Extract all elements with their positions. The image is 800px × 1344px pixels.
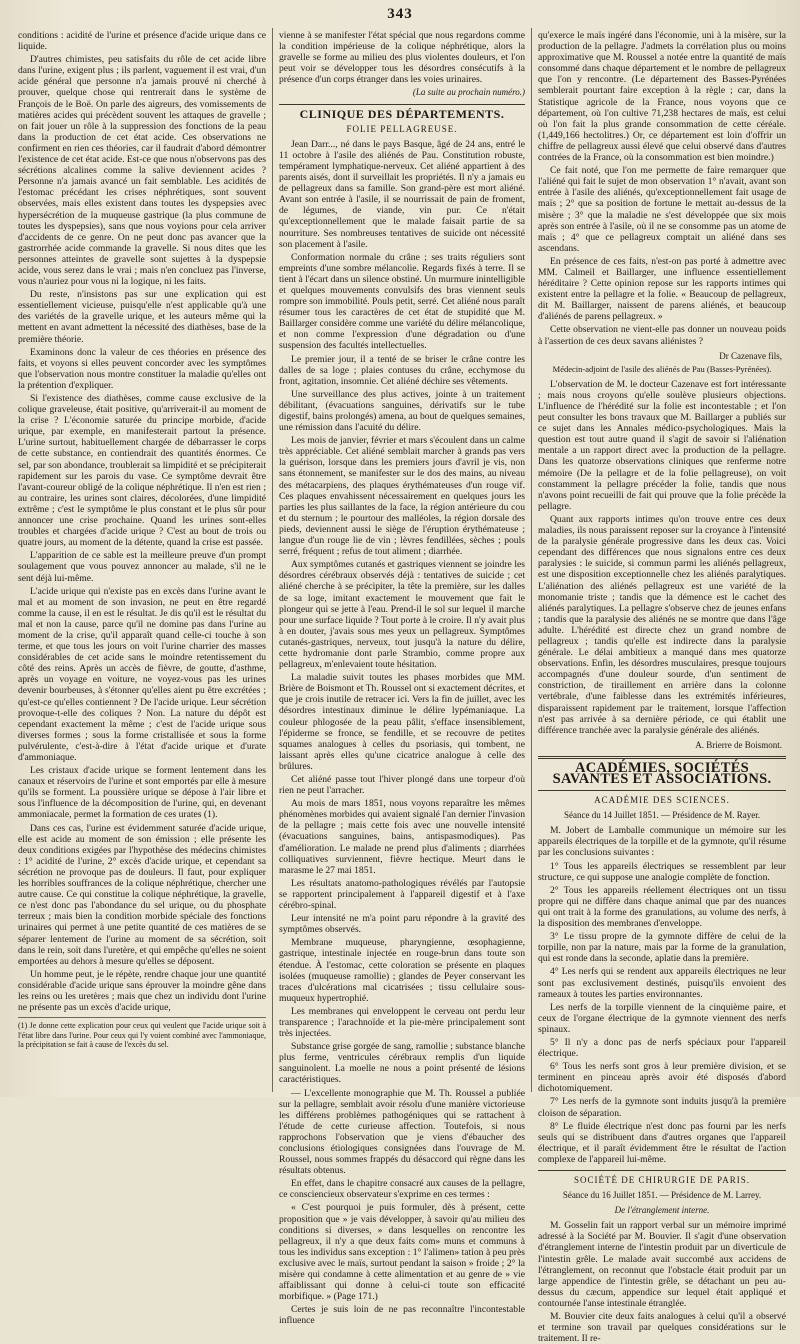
section-title-academies: ACADÉMIES, SOCIÉTÉS SAVANTES ET ASSOCIATIONS.	[552, 759, 772, 787]
paragraph: La maladie suivit toutes les phases morbides que MM. Brière de Boismont et Th. Roussel ont si exactement décrites, et que je crois inutile de retracer ici. Vers la fin de juillet, avec les désordres intestinaux diminue le délire lypémaniaque. La couleur phlogosée de la peau pâlit, s'efface insensiblement, l'épiderme se fronce, se fendille, et se recouvre de petites squames analogues à celles du psoriasis, qui tombent, ne laissant après elles qu'une cicatrice analogue à celle des brûlures.	[279, 672, 526, 772]
list-item: 4° Les nerfs qui se rendent aux appareils électriques ne leur sont pas exclusivement destinés, puisqu'ils envoient des rameaux à toutes les parties environnantes.	[538, 966, 786, 1000]
list-item: 7° Les nerfs de la gymnote sont induits jusqu'à la première cloison de séparation.	[538, 1096, 786, 1119]
list-item: Les nerfs de la torpille viennent de la cinquième paire, et ceux de l'organe électrique de la gymnote viennent des nerfs spinaux.	[538, 1001, 786, 1035]
list-item: 6° Tous les nerfs sont gros à leur première division, et se terminent en pinceau après avoir été disposés d'abord dichotomiquement.	[538, 1061, 786, 1095]
paragraph: D'autres chimistes, peu satisfaits du rôle de cet acide libre dans l'urine, exigent plus ; ils parlent, vaguement il est vrai, d'un acide général que personne n'a jamais prouvé ni cherché à prouver, quelque chose qui rentrerait dans le système de François de le Boë. On parle des aigreurs, des vomissements de matières acides qui précèdent souvent les attaques de gravelle ; on fait jouer un rôle à la suppression des fonctions de la peau dans la production de cet état acide. Ces observations ne confirment en rien ces théories, car il faudrait d'abord démontrer l'existence de cet état acide. Est-ce que nous n'observons pas des sécrétions alcalines comme la salive deviennent acides ? Personne n'a jamais avancé un fait semblable. Les acidités de l'estomac précédant les crises néphrétiques, sont souvent observées, mais elles existent dans toutes les dyspepsies avec hypersécrétion de la muqueuse gastrique (la plus commune de toutes les dyspepsies), sans que nous voyions pour cela arriver d'accidents de ce genre. On ne peut donc pas avancer que la gastrorrhée acide commande la gravelle. Si nous dites que les personnes atteintes de gravelle sont sujettes à la dyspepsie acide, vous serez dans le vrai ; mais n'en concluez pas l'inverse, vous n'auriez pour vous ni la logique, ni les faits.	[18, 54, 266, 288]
article-title: FOLIE PELLAGREUSE.	[346, 123, 458, 134]
paragraph: M. Jobert de Lamballe communique un mémoire sur les appareils électriques de la torpille et de la gymnote, qu'il résume par les conclusions suivantes :	[538, 825, 786, 859]
paragraph: conditions : acidité de l'urine et présence d'acide urique dans ce liquide.	[18, 30, 266, 53]
society-name: SOCIÉTÉ DE CHIRURGIE DE PARIS.	[574, 1175, 750, 1185]
list-item: 3° Le tissu propre de la gymnote diffère de celui de la torpille, non par la nature, mais par la forme de la granulation, qui est ronde dans la seconde, aplatie dans la première.	[538, 931, 786, 965]
paragraph: Les membranes qui enveloppent le cerveau ont perdu leur transparence ; l'arachnoïde et la pie-mère principalement sont très injectées.	[279, 1005, 525, 1040]
academy-name: ACADÉMIE DES SCIENCES.	[594, 795, 730, 806]
paragraph: L'apparition de ce sable est la meilleure preuve d'un prompt soulagement que vous pouvez annoncer au malade, s'il ne le sent déjà lui-même.	[18, 550, 266, 584]
paragraph: Si l'existence des diathèses, comme cause exclusive de la colique graveleuse, était positive, qu'arriverait-il au moment de la crise ? L'économie saturée du principe morbide, d'acide urique, par exemple, en manifesterait partout la présence. L'urine surtout, habituellement chargée de débarrasser le corps de cette substance, en contiendrait des quantités énormes. Ce sel, par son abondance, troublerait sa limpidité et se précipiterait rapidement sur les parois du vase. Ce symptôme devrait être l'avant-coureur obligé de la colique néphrétique. Il n'en est rien ; au contraire, les urines sont claires, décolorées, d'une limpidité extrême ; c'est le symptôme le plus constant et le plus sûr pour annoncer une crise prochaine. Quand les urines sont-elles troubles et chargées d'acide urique ? C'est au bout de trois ou quatre jours, au moment de la détente, quand la crise est passée.	[18, 393, 266, 549]
paragraph: Du reste, n'insistons pas sur une explication qui est essentiellement vicieuse, puisqu'elle n'est applicable qu'à une des variétés de la gravelle urique, et les auteurs même qui la mettent en avant admettent la nécessité des diathèses, base de la première théorie.	[18, 289, 266, 345]
column-rule-right	[531, 28, 532, 1092]
session-meta: Séance du 16 Juillet 1851. — Présidence de M. Larrey.	[562, 1190, 762, 1201]
quotation: « C'est pourquoi je puis formuler, dès à présent, cette proposition que » je vais développer, à savoir qu'au milieu des conditions si diverses, » dans lesquelles on rencontre les pellagreux, il n'y a que deux faits com» muns et communs à tous les individus sans exception : 1° l'alimen» tation à peu près exclusive avec le maïs, surtout pendant la saison » froide ; 2° la misère qui condamne à cette alimentation et au genre de » vie affaiblissant qui donne à celui-ci toute son efficacité morbifique. » (Page 171.)	[279, 1202, 525, 1303]
paragraph: Au mois de mars 1851, nous voyons reparaître les mêmes phénomènes morbides qui avaient signalé l'an dernier l'invasion de la pellagre ; mais cette fois avec une nouvelle intensité (évacuations sanguines, bains, antispasmodiques). Pas d'amélioration. Le malade ne prend plus d'aliments ; diarrhées colliquatives surviennent, fièvre hectique. Meurt dans le marasme le 27 mai 1851.	[279, 798, 525, 876]
section-title-clinique: CLINIQUE DES DÉPARTEMENTS.	[299, 106, 505, 121]
paragraph: Jean Darr..., né dans le pays Basque, âgé de 24 ans, entré le 11 octobre à l'asile des aliénés de Pau. Constitution robuste, tempérament lymphatique-nerveux. Cet aliéné appartient à des parents aisés, dont il surveillait les propriétés. Il n'y a jamais eu de pellagreux dans sa famille. Son grand-père est mort aliéné. Avant son entrée à l'asile, il se nourrissait de pain de froment, de légumes, de viande, vin pur. Ce n'était qu'exceptionnellement que le malade faisait partie de sa nourriture. Ses nombreuses tentatives de suicide ont nécessité son placement à l'asile.	[279, 138, 525, 250]
paragraph: Les cristaux d'acide urique se forment lentement dans les canaux et réservoirs de l'urine et sont emportés par elle à mesure qu'ils se forment. La poussière urique se dépose à l'air libre et sous l'influence de la décomposition de l'urine, qui, en devenant ammoniacale, permet la formation de ces urates (1).	[18, 765, 266, 821]
paragraph: L'acide urique qui n'existe pas en excès dans l'urine avant le mal et au moment de son invasion, ne peut en être regardé comme la cause, il en est le résultat. Je dis qu'il est le résultat du mal et non la cause, parce qu'il ne domine pas dans l'urine au moment de la crise, qu'il apparaît quand celle-ci touche à son terme, et que tous les jours on voit l'urine charrier des masses considérables de cet acide sans le moindre retentissement du côté des reins. Après un accès de fièvre, de goutte, d'asthme, après un voyage en voiture, ne voyez-vous pas les urines devenir bourbeuses, à s'étonner qu'elles aient pu être excrétées ; qu'est-ce qu'elles contiennent ? De l'acide urique. Leur sécrétion provoque-t-elle des coliques ? Non. La nature du dépôt est cependant exactement la même ; c'est de l'acide urique sous diverses formes ; sous la forme cristallisée et sous la forme pulvérulente, c'est-à-dire à l'état d'acide urique et d'urate d'ammoniaque.	[18, 585, 266, 763]
paragraph: Les mois de janvier, février et mars s'écoulent dans un calme très appréciable. Cet aliéné semblait marcher à grands pas vers la guérison, lorsque dans les premiers jours d'avril je vis, non sans étonnement, se manifester sur le dos des mains, au niveau des métacarpiens, des plaques érythémateuses d'un rouge vif. Ces plaques envahissent nécessairement en quelques jours les parties les plus saillantes de la face, la région antérieure du cou et du sternum ; le pourtour des malléoles, la région dorsale des pieds, deviennent aussi le siège de l'éruption érythémateuse ; langue d'un rouge lie de vin ; lèvres fendillées, sèches ; pouls serré, fréquent ; refus de tout aliment ; diarrhée.	[279, 435, 525, 558]
paragraph: Ce fait noté, que l'on me permette de faire remarquer que l'aliéné qui fait le sujet de mon observation 1° n'avait, avant son entrée à l'asile des aliénés, qu'exceptionnellement fait usage de maïs ; 2° que sa position de fortune le mettait au-dessus de la misère ; 3° que la maladie ne s'est développée que six mois après son entrée à l'asile, où il ne se consomme pas un atome de maïs ; 4° que ce pellagreux comptait un aliéné dans ses ascendans.	[538, 165, 786, 254]
author-role: Médecin-adjoint de l'asile des aliénés de Pau (Basses-Pyrénées).	[552, 363, 772, 374]
paragraph: M. Gosselin fait un rapport verbal sur un mémoire imprimé adressé à la Société par M. Bouvier. Il s'agit d'une observation d'étranglement interne de l'intestin produit par un diverticule de l'intestin grêle. Le malade avait succombé aux accidens de l'étranglement, on reconnut que l'obstacle était produit par un large appendice de l'intestin grêle, se détachant un peu au-dessus du cæcum, appendice sur lequel était appliqué et contournée l'anse intestinale étranglée.	[538, 1220, 786, 1309]
column-rule-left	[272, 28, 273, 1092]
paragraph: Quant aux rapports intimes qu'on trouve entre ces deux maladies, ils nous paraissent reposer sur la croyance à l'intensité de la paralysie générale progressive dans les deux cas. Voici cependant des différences que nous signalons entre ces deux paralysies : le suicide, si commun parmi les aliénés pellagreux, est une disposition exceptionnelle chez les aliénés paralytiques. L'aliénation des aliénés pellagreux est une variété de la monomanie triste ; tandis que la démence est le cachet des aliénés paralytiques. La pellagre s'observe chez de jeunes enfans ; tandis que la paralysie des aliénés ne se montre que dans l'âge adulte. L'hérédité est directe chez un grand nombre de pellagreux ; tandis qu'elle est indirecte dans la paralysie générale. Le délai ambitieux a manqué dans mes quatorze observations. Enfin, les désordres musculaires, presque toujours accompagnés d'une douleur sourde, d'un sentiment de constriction, de tiraillement en arrière dans la colonne vertébrale, d'une faiblesse dans les extrémités inférieures, disparaissent rapidement par le traitement, lorsque l'affection n'est pas arrivée à sa dernière période, ce qui établit une différence tranchée avec la paralysie générale des aliénés.	[538, 513, 786, 736]
paragraph: Cet aliéné passe tout l'hiver plongé dans une torpeur d'où rien ne peut l'arracher.	[279, 774, 525, 797]
list-item: 1° Tous les appareils électriques se ressemblent par leur structure, ce qui suppose une analogie complète de fonction.	[538, 860, 786, 883]
divider	[279, 104, 525, 105]
paragraph: Certes je suis loin de ne pas reconnaître l'incontestable influence	[279, 1304, 525, 1327]
list-item: 5° Il n'y a donc pas de nerfs spéciaux pour l'appareil électrique.	[538, 1036, 786, 1060]
list-item: 2° Tous les appareils réellement électriques ont un tissu propre qui ne diffère dans chaque animal que par des nuances qui ont trait à la forme des granulations, au volume des nerfs, à la disposition des membranes d'enveloppe.	[538, 884, 786, 930]
paragraph: En présence de ces faits, n'est-on pas porté à admettre avec MM. Calmeil et Baillarger, une influence essentiellement héréditaire ? Cette opinion repose sur les rapports intimes qui existent entre la pellagre et la folie. « Beaucoup de pellagreux, dit M. Baillarger, naissent de parens aliénés, et beaucoup d'aliénés de parens pellagreux. »	[538, 255, 786, 323]
column-right	[538, 30, 786, 1344]
column-middle	[279, 30, 526, 1327]
paragraph: Membrane muqueuse, pharyngienne, œsophagienne, gastrique, intestinale injectée en rouge-brun dans toute son étendue. À l'estomac, cette coloration se présente en plaques isolées (muqueuse ramollie) ; glandes de Peyer conservant les traces d'ulcérations mal cicatrisées ; tissu cellulaire sous-muqueux hypertrophié.	[279, 937, 525, 1004]
paragraph: — L'excellente monographie que M. Th. Roussel a publiée sur la pellagre, semblait avoir résolu d'une manière victorieuse les différens problèmes pathogéniques qui se rattachent à l'étude de cette curieuse affection. Toutefois, si nous rapprochons l'observation que je viens d'ébaucher des conclusions étiologiques consignées dans l'ouvrage de M. Roussel, nous sommes frappés du désaccord qui règne dans les résultats obtenus.	[279, 1087, 525, 1177]
author-signature: Dr Cazenave fils,	[719, 350, 782, 361]
divider	[538, 756, 786, 759]
paragraph: Dans ces cas, l'urine est évidemment saturée d'acide urique, elle est acide au moment de son émission ; elle présente les deux conditions exigées par l'hypothèse des médecins chimistes : 1° acidité de l'urine, 2° excès d'acide urique, et cependant sa sécrétion ne provoque pas de douleurs. Il faut, pour expliquer les horribles souffrances de la colique néphrétique, chercher une autre cause. Ce qui constitue la colique néphrétique, la gravelle, ce n'est donc pas l'abondance du sel urique, ou du phosphate terreux ; mais bien la condition morbide spéciale des fonctions urinaires qui permet à une petite quantité de ces matières de se séparer lentement de l'urine au moment de sa sécrétion, soit dans le rein, soit dans l'uretère, et qui empêche qu'elles ne soient emportées au dehors à mesure qu'elles se déposent.	[18, 822, 266, 967]
paragraph: En effet, dans le chapitre consacré aux causes de la pellagre, ce consciencieux observateur s'exprime en ces termes :	[279, 1178, 525, 1201]
paragraph: Cette observation ne vient-elle pas donner un nouveau poids à l'assertion de ces deux savans aliénistes ?	[538, 324, 786, 347]
paragraph: Examinons donc la valeur de ces théories en présence des faits, et voyons si elles peuvent concorder avec les symptômes que l'observation nous montre constituer la maladie qu'elles ont la prétention d'expliquer.	[18, 346, 266, 391]
column-left	[18, 30, 266, 1092]
author-signature: A. Brierre de Boismont.	[695, 739, 782, 750]
paragraph: vienne à se manifester l'état spécial que nous regardons comme la condition impérieuse de la colique néphrétique, alors la gravelle se forme au milieu des plus violentes douleurs, et l'on peut voir se développer tous les désordres consécutifs à la présence d'un corps étranger dans les voies urinaires.	[279, 30, 525, 86]
paragraph: Substance grise gorgée de sang, ramollie ; substance blanche plus ferme, ventricules cérébraux remplis d'un liquide sanguinolent. La moelle ne nous a point présenté de lésions caractéristiques.	[279, 1041, 525, 1086]
paragraph: Conformation normale du crâne ; ses traits réguliers sont empreints d'une sombre mélancolie. Regards fixés à terre. Il se tient à l'écart dans un silence obstiné. Un murmure inintelligible et quelques mouvements convulsifs des bras viennent seuls rompre son immobilité. Pouls petit, serré. Cet aliéné nous paraît résumer tous les caractères de cet état de stupidité que M. Baillarger considère comme une variété du délire mélancolique, et non comme l'expression d'une dégradation ou d'une suspension des facultés intellectuelles.	[279, 251, 525, 352]
footnote: (1) Je donne cette explication pour ceux qui veulent que l'acide urique soit à l'état libre dans l'urine. Pour ceux qui l'y voient combiné avec l'ammoniaque, la précipitation se fait à cause de l'excès du sel.	[18, 1017, 266, 1050]
paragraph: Un homme peut, je le répète, rendre chaque jour une quantité considérable d'acide urique sans éprouver la moindre gêne dans les reins ou les uretères ; mais que chez un individu dont l'urine ne présente pas un excès d'acide urique,	[18, 968, 266, 1014]
list-item: 8° Le fluide électrique n'est donc pas fourni par les nerfs seuls qui se distribuent dans d'autres organes que l'appareil électrique, et il paraît évidemment être le résultat de l'action complexe de l'appareil lui-même.	[538, 1120, 786, 1165]
paragraph: Leur intensité ne m'a point paru répondre à la gravité des symptômes observés.	[279, 913, 525, 936]
page-number: 343	[387, 6, 413, 22]
paragraph: Les résultats anatomo-pathologiques révélés par l'autopsie se rapportent principalement à l'appareil digestif et à l'axe cérébro-spinal.	[279, 877, 525, 912]
paragraph: Aux symptômes cutanés et gastriques viennent se joindre les désordres cérébraux observés déjà : tentatives de suicide ; cet aliéné cherche à se précipiter, la tête la première, sur les dalles de sa loge, imitant exactement le mouvement que fait le plongeur qui se jette à l'eau. Prend-il le sol sur lequel il marche pour une surface liquide ? Tout porte à le croire. Il n'y avait plus à en douter, j'avais sous mes yeux un pellagreux. Symptômes cutanés-gastriques, nerveux, tout jusqu'à la nature du délire, cette hydromanie dont parle Strambio, comme propre aux pellagreux, m'enlevaient toute hésitation.	[279, 559, 525, 671]
paragraph: L'observation de M. le docteur Cazenave est fort intéressante ; mais nous croyons qu'elle soulève plusieurs objections. L'influence de l'hérédité sur la folie est incontestable ; et l'on peut consulter les bons travaux que M. Baillarger a publiés sur ce sujet dans les Annales médico-psychologiques. Mais la question est tout autre quand il s'agit de savoir si l'aliénation mentale a un rapport direct avec la production de la pellagre. Dans les quatorze observations cliniques que renferme notre mémoire (De la pellagre et de la folie pellagreuse), on voit constamment la pellagre précéder la folie, tandis que nous n'avons point recueilli de fait qui prouve que la folie précède la pellagre.	[538, 378, 786, 512]
paragraph: M. Bouvier cite deux faits analogues à celui qu'il a observé et termine son travail par quelques considérations sur le traitement. Il re-	[538, 1311, 786, 1344]
divider	[538, 790, 786, 791]
divider	[538, 1170, 786, 1171]
session-topic: De l'étranglement interne.	[614, 1205, 710, 1216]
session-meta: Séance du 14 Juillet 1851. — Présidence de M. Rayer.	[564, 810, 760, 821]
paragraph: Le premier jour, il a tenté de se briser le crâne contre les dalles de sa loge ; plaies contuses du crâne, ecchymose du front, agitation, insomnie. Cet aliéné déchire ses vêtements.	[279, 353, 525, 387]
continued-note: (La suite au prochain numéro.)	[412, 87, 525, 98]
paragraph: Une surveillance des plus actives, jointe à un traitement débilitant, (évacuations sanguines, dérivatifs sur le tube digestif, bains prolongés) amena, au bout de quelques semaines, une rémission dans l'acuité du délire.	[279, 388, 525, 434]
paragraph: qu'exerce le maïs ingéré dans l'économie, uni à la misère, sur la production de la pellagre. J'admets la corrélation plus ou moins approximative que M. Roussel a notée entre la quantité de maïs consommé dans chaque département et le nombre de pellagreux que l'on y rencontre. (Le département des Basses-Pyrénées semblerait pourtant faire exception à la règle ; car, dans la Statistique agricole de la France, nous voyons que ce département, où l'on cultive 71,238 hectares de maïs, est celui où l'on fait la plus grande consommation de cette céréale. (1,449,166 hectolitres.) Or, ce département est loin d'offrir un chiffre de pellagreux aussi élevé que celui observé dans d'autres contrées de la France, où la consommation est bien moindre.)	[538, 30, 786, 164]
